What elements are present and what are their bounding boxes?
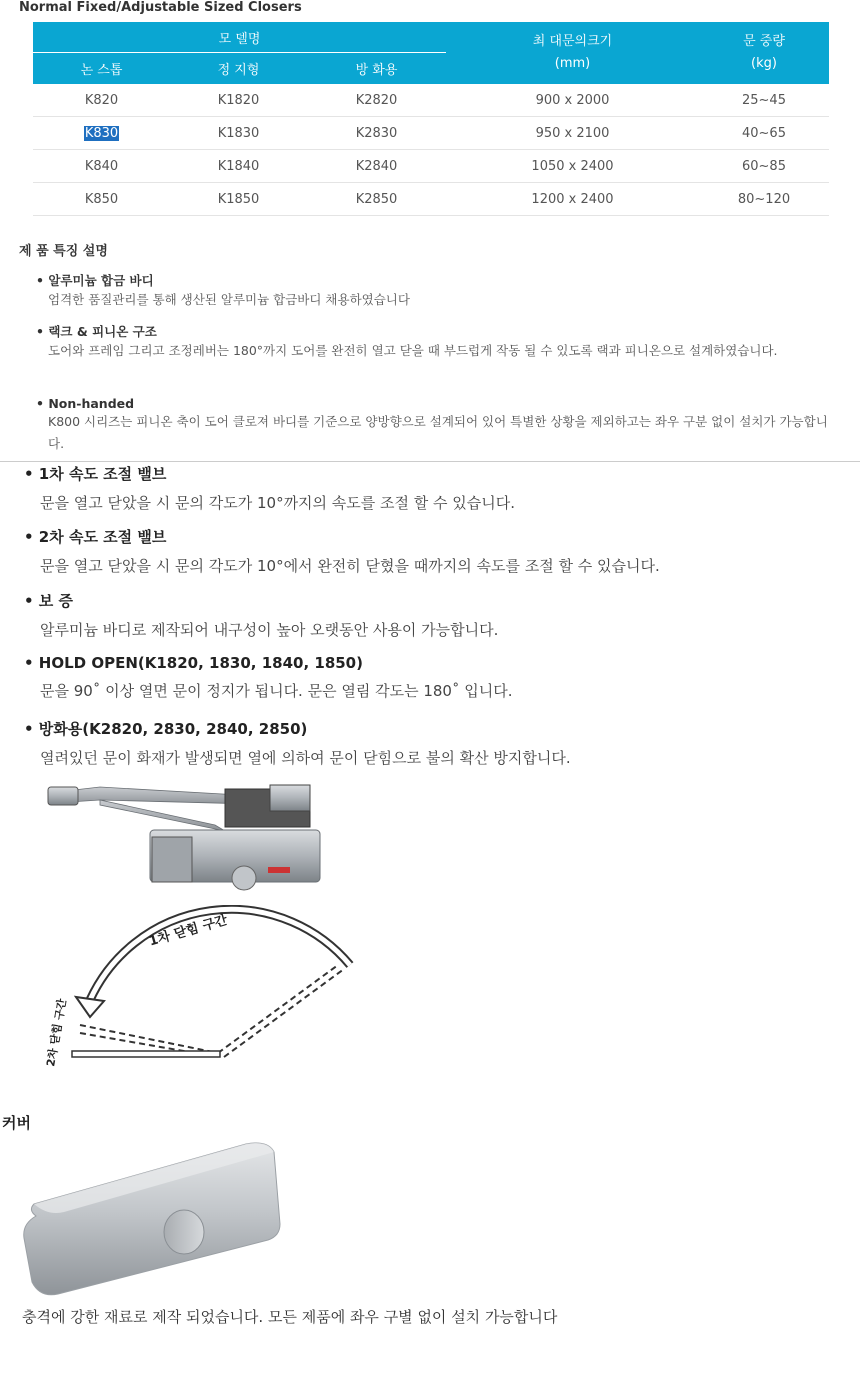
detail-title: • 2차 속도 조절 밸브 bbox=[24, 528, 167, 546]
feature-item bbox=[36, 322, 832, 362]
cover-image bbox=[18, 1138, 284, 1298]
header-weight: 문 중량 (kg) bbox=[699, 22, 829, 84]
detail-desc: 알루미늄 바디로 제작되어 내구성이 높아 오랫동안 사용이 가능합니다. bbox=[40, 621, 499, 639]
feature-desc: 도어와 프레임 그리고 조정레버는 180°까지 도어를 완전히 열고 닫을 때 부드럽게 작동 될 수 있도록 랙과 피니온으로 설계하였습니다. bbox=[48, 343, 778, 358]
cover-title: 커버 bbox=[2, 1114, 31, 1132]
feature-desc: 엄격한 품질관리를 통해 생산된 알루미늄 합금바디 채용하였습니다 bbox=[48, 292, 410, 307]
detail-desc: 열려있던 문이 화재가 발생되면 열에 의하여 문이 닫힘으로 불의 확산 방지합니다. bbox=[40, 749, 571, 767]
spec-title: Normal Fixed/Adjustable Sized Closers bbox=[19, 0, 302, 15]
divider bbox=[0, 461, 860, 462]
spec-table bbox=[33, 22, 829, 216]
detail-title: • 1차 속도 조절 밸브 bbox=[24, 465, 167, 483]
feature-item bbox=[36, 396, 832, 455]
header-fire: 방 화용 bbox=[307, 53, 446, 85]
door-closer-image bbox=[40, 775, 330, 895]
detail-item bbox=[24, 654, 512, 701]
diagram-label-1: 1차 닫힘 구간 bbox=[147, 912, 230, 950]
feature-title: • 알루미늄 합금 바디 bbox=[36, 273, 154, 288]
detail-title: • HOLD OPEN(K1820, 1830, 1840, 1850) bbox=[24, 654, 363, 672]
header-hold: 정 지형 bbox=[170, 53, 307, 85]
table-row: K830 K1830 K2830 950 x 2100 40~65 bbox=[33, 117, 829, 150]
diagram-label-2: 2차 닫힘 구간 bbox=[44, 997, 69, 1068]
header-nonstop: 논 스톱 bbox=[33, 53, 170, 85]
detail-desc: 문을 열고 닫았을 시 문의 각도가 10°까지의 속도를 조절 할 수 있습니다. bbox=[40, 494, 516, 512]
selected-text: K830 bbox=[84, 125, 119, 141]
feature-item bbox=[36, 271, 832, 311]
feature-desc: K800 시리즈는 피니온 축이 도어 클로져 바디를 기준으로 양방향으로 설계되어 있어 특별한 상황을 제외하고는 좌우 구분 없이 설치가 가능합니다. bbox=[48, 414, 828, 451]
detail-desc: 문을 열고 닫았을 시 문의 각도가 10°에서 완전히 닫혔을 때까지의 속도를 조절 할 수 있습니다. bbox=[40, 557, 660, 575]
detail-item bbox=[24, 590, 498, 640]
detail-item bbox=[24, 718, 571, 768]
header-door-size: 최 대문의크기 (mm) bbox=[446, 22, 699, 84]
feature-title: • Non-handed bbox=[36, 396, 135, 411]
table-row: K820 K1820 K2820 900 x 2000 25~45 bbox=[33, 84, 829, 117]
closing-zone-diagram bbox=[40, 905, 360, 1075]
table-row: K840 K1840 K2840 1050 x 2400 60~85 bbox=[33, 150, 829, 183]
detail-item bbox=[24, 526, 660, 576]
cover-desc: 충격에 강한 재료로 제작 되었습니다. 모든 제품에 좌우 구별 없이 설치 가능합니다 bbox=[22, 1308, 558, 1326]
detail-title: • 방화용(K2820, 2830, 2840, 2850) bbox=[24, 720, 308, 738]
feature-title: • 랙크 & 피니온 구조 bbox=[36, 324, 157, 339]
header-model: 모 델명 bbox=[33, 22, 446, 53]
table-row: K850 K1850 K2850 1200 x 2400 80~120 bbox=[33, 183, 829, 216]
detail-desc: 문을 90˚ 이상 열면 문이 정지가 됩니다. 문은 열림 각도는 180˚ 입니다. bbox=[40, 682, 513, 700]
detail-item bbox=[24, 463, 515, 513]
detail-title: • 보 증 bbox=[24, 592, 74, 610]
features-title: 제 품 특징 설명 bbox=[19, 244, 108, 259]
